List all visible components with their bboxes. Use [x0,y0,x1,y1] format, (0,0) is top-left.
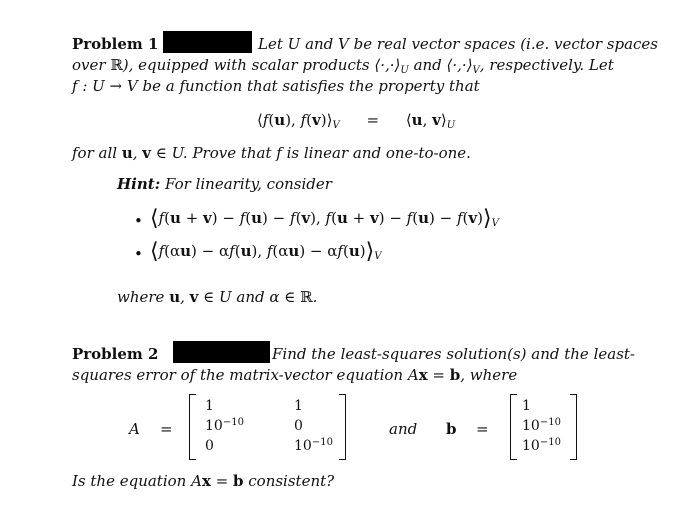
A-r3c1: 0 [205,438,214,454]
hint-where: where u, v ∈ U and α ∈ ℝ. [117,288,318,306]
problem2-label: Problem 2 [72,345,159,363]
matrix-A-left-bracket [189,394,196,460]
vector-b-right-bracket [570,394,577,460]
vector-b-label: b [446,420,457,438]
b-r2: $10^{-10}$ [522,417,561,434]
problem1-label: Problem 1 [72,35,159,53]
b-r1: 1 [522,398,531,414]
hint-bullet-2: ⟨f(αu) − αf(u), $f(\alpha u) - \alpha f(u)⟩_V$ [150,239,382,264]
A-r2c2: 0 [294,418,303,434]
b-r3: $10^{-10}$ [522,437,561,454]
and-word: and [389,420,418,438]
matrix-A-equals: = [160,420,173,438]
problem1-intro: Let U and V be real vector spaces (i.e. vector spaces [258,35,658,53]
problem1-line2: over ℝ), equipped with scalar products $⟨\cdot,\cdot⟩_U$ and $⟨\cdot,\cdot⟩_V$, respectively. Let [72,56,614,76]
problem1-statement: for all u, v ∈ U. Prove that f is linear and one-to-one. [72,144,471,162]
problem1-line3: f : U → V be a function that satisfies the property that [72,77,480,95]
bullet-marker-2: • [134,245,143,263]
problem2-question: Is the equation Ax = b consistent? [72,472,335,490]
A-r1c2: 1 [294,398,303,414]
vector-b-equals: = [476,420,489,438]
A-r1c1: 1 [205,398,214,414]
hint-text: For linearity, consider [165,175,332,193]
redaction-box-2 [173,341,270,363]
property-equation: ⟨f(u), $f(v)⟩_V$ = ⟨u, $v⟩_U$ [257,111,456,131]
vector-b-left-bracket [510,394,517,460]
bullet-marker-1: • [134,212,143,230]
problem2-line2: squares error of the matrix-vector equation Ax = b, where [72,366,518,384]
hint-bullet-1: ⟨f(u + v) − f(u) − f(v), $f(u + v) - f(u) - f(v)⟩_V$ [150,206,499,231]
hint-label: Hint: [117,175,161,193]
problem2-header [72,345,158,363]
matrix-A-label: A [129,420,140,438]
A-r2c1: $10^{-10}$ [205,417,244,434]
matrix-A-right-bracket [339,394,346,460]
A-r3c2: $10^{-10}$ [294,437,333,454]
hint-line [117,175,332,193]
problem2-line1: Find the least-squares solution(s) and the least- [272,345,635,363]
redaction-box-1 [163,31,252,53]
problem1-line1 [72,35,158,53]
